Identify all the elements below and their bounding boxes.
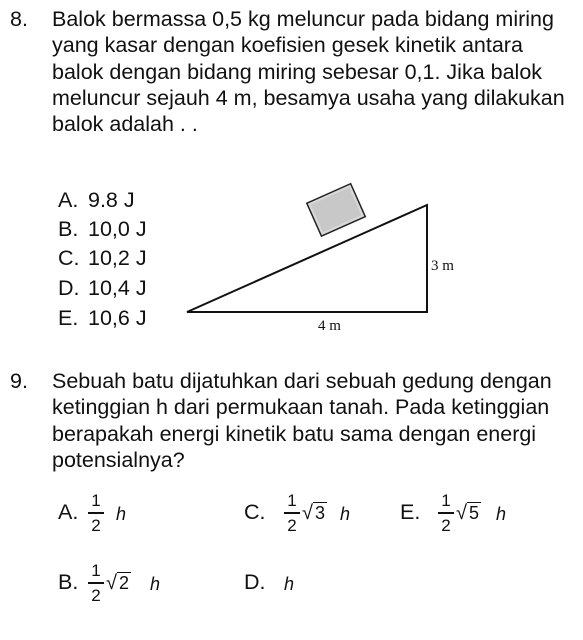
q8-option-d-letter: D. <box>58 276 80 300</box>
q8-option-c-text: 10,2 J <box>88 246 147 270</box>
q8-option-c[interactable] <box>58 245 147 271</box>
q8-option-d[interactable] <box>58 275 147 301</box>
q8-option-c-letter: C. <box>58 246 80 270</box>
q8-option-e-letter: E. <box>58 306 79 330</box>
incline-triangle <box>187 205 427 312</box>
q8-option-e[interactable] <box>58 305 147 331</box>
q9-option-c-fraction <box>284 492 300 535</box>
q8-option-b[interactable] <box>58 216 147 242</box>
block <box>307 184 365 236</box>
q9-option-d-letter: D. <box>244 570 266 594</box>
fraction-numerator: 1 <box>441 491 451 510</box>
q9-option-a-var: h <box>116 504 127 524</box>
q9-option-b-root <box>106 572 131 595</box>
q9-option-c-root <box>302 502 327 525</box>
q9-option-a[interactable] <box>58 492 178 548</box>
q9-option-e-root <box>456 502 481 525</box>
radicand: 5 <box>468 503 479 523</box>
fraction-denominator: 2 <box>287 515 297 535</box>
q8-option-a[interactable] <box>58 187 135 213</box>
fraction-denominator: 2 <box>91 515 101 535</box>
q9-option-d-var: h <box>284 574 295 594</box>
fraction-numerator: 1 <box>287 491 297 510</box>
sqrt-symbol: √ <box>106 572 117 594</box>
q9-option-e-fraction <box>438 492 454 535</box>
base-label: 4 m <box>318 318 341 334</box>
fraction-denominator: 2 <box>441 515 451 535</box>
q8-option-e-text: 10,6 J <box>88 306 147 330</box>
q9-option-b-letter: B. <box>58 570 79 594</box>
q8-option-b-text: 10,0 J <box>88 217 147 241</box>
incline-figure <box>185 195 454 340</box>
fraction-bar <box>284 512 300 514</box>
q9-option-e-var: h <box>496 504 507 524</box>
q9-option-c[interactable] <box>244 492 374 548</box>
q8-option-a-letter: A. <box>58 188 79 212</box>
q9-option-b-var: h <box>150 574 161 594</box>
q9-option-e-letter: E. <box>400 500 421 524</box>
q9-option-c-letter: C. <box>244 500 266 524</box>
radicand: 3 <box>314 503 325 523</box>
question-9-text: Sebuah batu dijatuhkan dari sebuah gedung dengan ketinggian h dari permukaan tanah. Pada ketinggian berapakah energi kinetik batu sama dengan energi potensialnya? <box>52 369 552 472</box>
question-9-number: 9. <box>10 369 28 393</box>
fraction-bar <box>88 582 104 584</box>
q8-option-d-text: 10,4 J <box>88 276 147 300</box>
fraction-bar <box>88 512 104 514</box>
fraction-denominator: 2 <box>91 585 101 605</box>
height-label: 3 m <box>431 258 454 274</box>
fraction-bar <box>438 512 454 514</box>
q9-option-b-fraction <box>88 562 104 605</box>
q9-option-e[interactable] <box>400 492 530 548</box>
q9-option-a-letter: A. <box>58 500 79 524</box>
q9-option-a-fraction <box>88 492 104 535</box>
q9-option-c-var: h <box>340 504 351 524</box>
question-8-text: Balok bermassa 0,5 kg meluncur pada bidang miring yang kasar dengan koefisien gesek kinetik antara balok dengan bidang miring sebesar 0,1. Jika balok meluncur sejauh 4 m, besamya usaha yang dilakukan balok adalah . . <box>52 7 565 137</box>
sqrt-symbol: √ <box>456 502 467 524</box>
q8-option-b-letter: B. <box>58 217 79 241</box>
question-9 <box>10 368 575 473</box>
question-8-number: 8. <box>10 7 28 31</box>
q9-option-b[interactable] <box>58 562 188 618</box>
radicand: 2 <box>118 573 129 593</box>
q9-option-d[interactable] <box>244 562 324 618</box>
fraction-numerator: 1 <box>91 561 101 580</box>
question-8 <box>10 6 575 137</box>
q8-option-a-text: 9.8 J <box>88 188 135 212</box>
fraction-numerator: 1 <box>91 491 101 510</box>
sqrt-symbol: √ <box>302 502 313 524</box>
